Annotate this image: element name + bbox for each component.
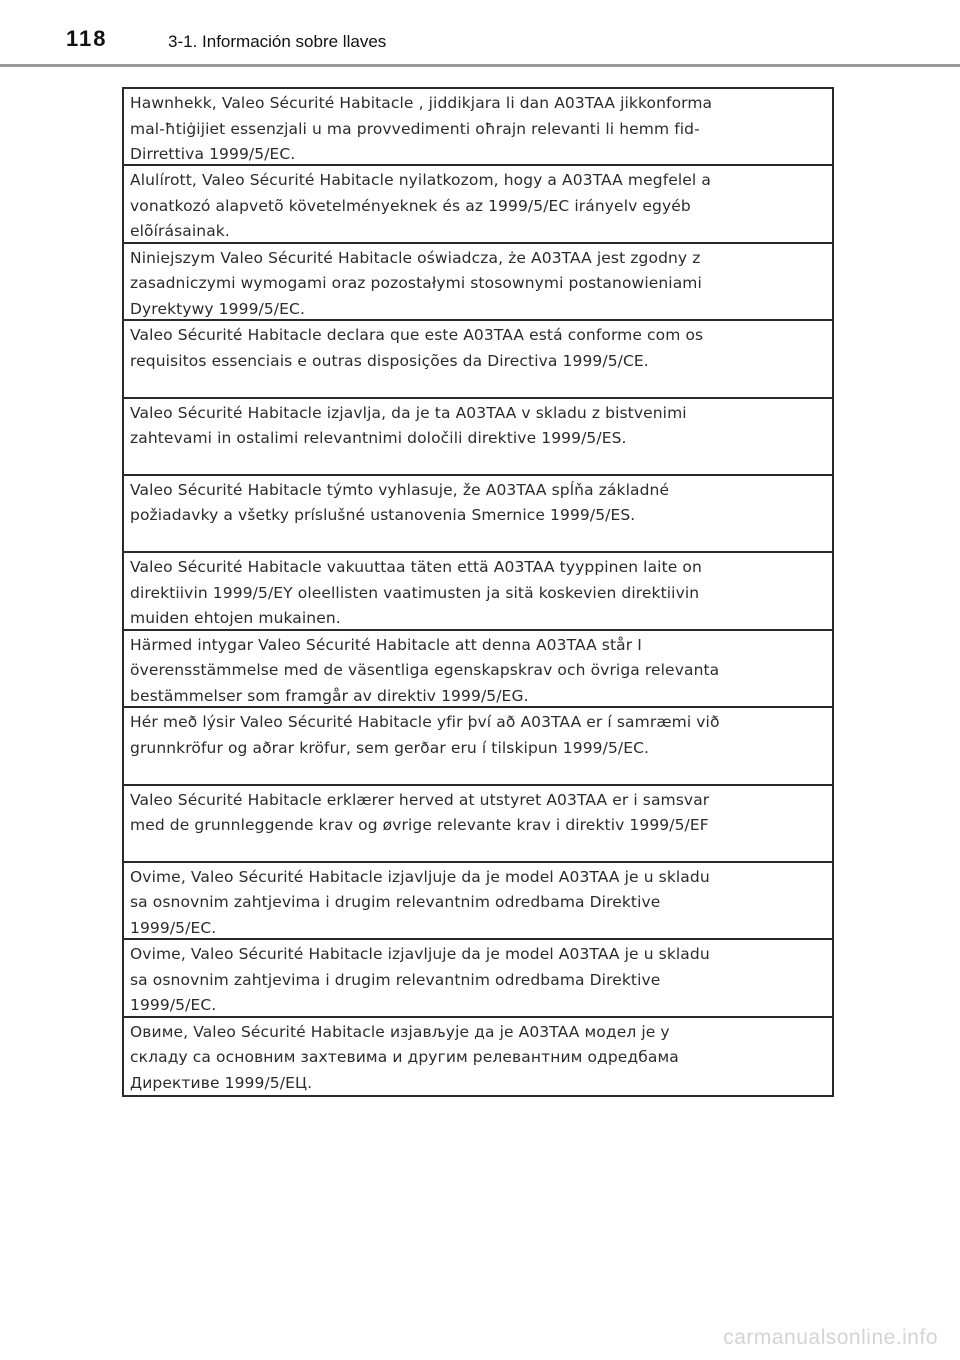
declaration-row-sv: [124, 631, 832, 708]
declaration-text: Hawnhekk, Valeo Sécurité Habitacle , jiddikjara li dan A03TAA jikkonforma mal-ħtiġijiet essenzjali u ma provvedimenti oħrajn relevanti li hemm fid- Dirrettiva 1999/5/EC.: [130, 94, 713, 163]
header-divider: [0, 64, 960, 67]
declaration-row-hu: [124, 166, 832, 243]
declaration-text: Hér með lýsir Valeo Sécurité Habitacle yfir því að A03TAA er í samræmi við grunnkröfur og aðrar kröfur, sem gerðar eru í tilskipun 1999/5/EC.: [130, 713, 720, 757]
declaration-row-hr-2: [124, 940, 832, 1017]
declaration-text: Valeo Sécurité Habitacle declara que este A03TAA está conforme com os requisitos essenciais e outras disposições da Directiva 1999/5/CE.: [130, 326, 704, 370]
declaration-row-sk: [124, 476, 832, 553]
declaration-text: Valeo Sécurité Habitacle týmto vyhlasuje, že A03TAA spĺňa základné požiadavky a všetky príslušné ustanovenia Smernice 1999/5/ES.: [130, 480, 670, 525]
declaration-row-sl: [124, 399, 832, 476]
page-number: 118: [66, 26, 108, 51]
declaration-text: Valeo Sécurité Habitacle vakuuttaa täten että A03TAA tyyppinen laite on direktiivin 1999/5/EY oleellisten vaatimusten ja sitä koskevien direktiivin muiden ehtojen mukainen.: [130, 558, 702, 628]
declaration-row-hr: [124, 863, 832, 940]
declaration-text: Härmed intygar Valeo Sécurité Habitacle att denna A03TAA står I överensstämmelse med de väsentliga egenskapskrav och övriga relevanta bestämmelser som framgår av direktiv 1999/5/EG.: [130, 635, 720, 705]
declarations-table: [122, 87, 834, 1097]
declaration-text: Niniejszym Valeo Sécurité Habitacle oświadcza, że A03TAA jest zgodny z zasadniczymi wymogami oraz pozostałymi stosownymi postanowieniami Dyrektywy 1999/5/EC.: [130, 248, 702, 318]
declaration-text: Ovime, Valeo Sécurité Habitacle izjavljuje da je model A03TAA je u skladu sa osnovnim zahtjevima i drugim relevantnim odredbama Direktive 1999/5/EC.: [130, 867, 710, 937]
declaration-text: Valeo Sécurité Habitacle izjavlja, da je ta A03TAA v skladu z bistvenimi zahtevami in ostalimi relevantnimi določili direktive 1999/5/ES.: [130, 403, 687, 448]
declaration-row-sr: [124, 1018, 832, 1095]
page-header: [0, 0, 960, 68]
section-title: 3-1. Información sobre llaves: [168, 32, 387, 51]
declaration-text: Ovime, Valeo Sécurité Habitacle izjavljuje da je model A03TAA je u skladu sa osnovnim zahtjevima i drugim relevantnim odredbama Direktive 1999/5/EC.: [130, 945, 710, 1015]
declaration-row-pt: [124, 321, 832, 398]
declaration-text: Овиме, Valeo Sécurité Habitacle изјављује да је A03TAA модел је у складу са основним захтевима и другим релевантним одредбама Директиве 1999/5/ЕЦ.: [130, 1022, 679, 1092]
declaration-text: Alulírott, Valeo Sécurité Habitacle nyilatkozom, hogy a A03TAA megfelel a vonatkozó alapvetõ követelményeknek és az 1999/5/EC irányelv egyéb elõírásainak.: [130, 171, 711, 241]
declaration-row-no: [124, 786, 832, 863]
watermark: carmanualsonline.info: [723, 1326, 938, 1349]
declaration-row-mt: [124, 89, 832, 166]
declaration-text: Valeo Sécurité Habitacle erklærer herved at utstyret A03TAA er i samsvar med de grunnleggende krav og øvrige relevante krav i direktiv 1999/5/EF: [130, 790, 710, 835]
declaration-row-fi: [124, 553, 832, 630]
declaration-row-pl: [124, 244, 832, 321]
declaration-row-is: [124, 708, 832, 785]
